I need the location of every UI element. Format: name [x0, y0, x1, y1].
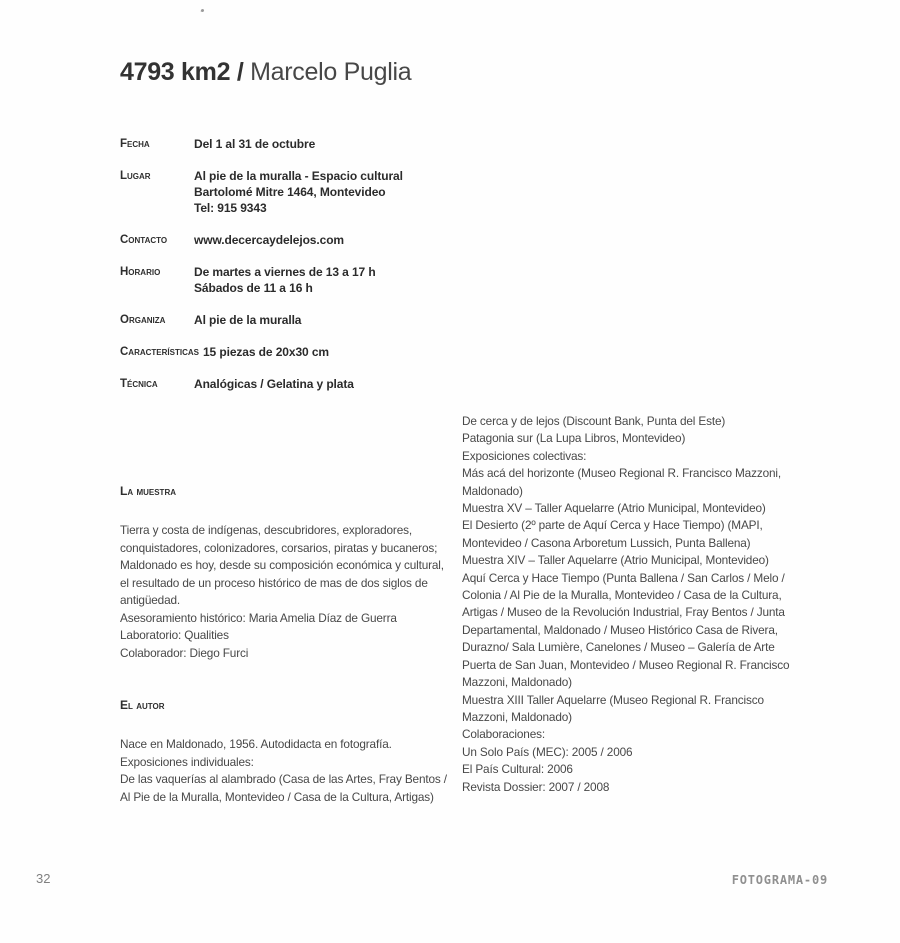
text-line: Exposiciones colectivas: — [462, 448, 587, 463]
text-line: Maldonado) — [462, 483, 523, 498]
metadata-value-line: Al pie de la muralla — [194, 313, 302, 327]
text-line: Revista Dossier: 2007 / 2008 — [462, 779, 610, 794]
metadata-value-tecnica — [194, 376, 550, 392]
text-line: El Desierto (2º parte de Aquí Cerca y Hace Tiempo) (MAPI, — [462, 518, 763, 533]
metadata-value-line: Tel: 915 9343 — [194, 201, 267, 215]
text-line: El País Cultural: 2006 — [462, 762, 573, 777]
brand-logo: FOTOGRAMA-09 — [731, 873, 828, 887]
text-line: Artigas / Museo de la Revolución Industrial, Fray Bentos / Junta — [462, 605, 785, 620]
metadata-label-organiza: Organiza — [120, 314, 166, 326]
text-line: Maldonado es hoy, desde su composición económica y cultural, — [120, 558, 444, 572]
text-line: Montevideo / Casona Arboretum Lussich, Punta Ballena) — [462, 535, 751, 550]
title-exhibition-name: 4793 km2 / — [120, 58, 244, 86]
text-line: Colonia / Al Pie de la Muralla, Montevideo / Casa de la Cultura, — [462, 588, 782, 603]
text-line: Mazzoni, Maldonado) — [462, 709, 572, 724]
metadata-list — [120, 136, 550, 408]
text-line: Laboratorio: Qualities — [120, 628, 229, 642]
text-line: Puerta de San Juan, Montevideo / Museo Regional R. Francisco — [462, 657, 790, 672]
metadata-row-fecha — [120, 136, 550, 152]
text-line: antigüedad. — [120, 593, 181, 607]
section-el-autor — [120, 698, 465, 806]
text-line: Durazno/ Sala Lumière, Canelones / Museo – Galería de Arte — [462, 640, 775, 655]
metadata-value-contacto — [194, 232, 550, 248]
text-line: Muestra XV – Taller Aquelarre (Atrio Municipal, Montevideo) — [462, 501, 766, 516]
metadata-value-line: 15 piezas de 20x30 cm — [202, 345, 329, 359]
metadata-row-horario — [120, 264, 550, 296]
metadata-value-line: De martes a viernes de 13 a 17 h — [194, 265, 376, 279]
text-line: Colaborador: Diego Furci — [120, 645, 249, 660]
page-number: 32 — [36, 871, 51, 886]
text-line: Muestra XIV – Taller Aquelarre (Atrio Municipal, Montevideo) — [462, 553, 769, 568]
text-line: De las vaquerías al alambrado (Casa de las Artes, Fray Bentos / — [120, 772, 447, 786]
metadata-value-line: Analógicas / Gelatina y plata — [194, 377, 354, 391]
scan-speck — [201, 9, 205, 13]
text-line: Mazzoni, Maldonado) — [462, 675, 572, 690]
section-body-el-autor — [120, 736, 465, 806]
metadata-website-text: www.decercaydelejos.com — [194, 233, 344, 247]
metadata-label-contacto: Contacto — [120, 234, 168, 246]
metadata-value-line: Del 1 al 31 de octubre — [194, 137, 316, 151]
text-line: Asesoramiento histórico: Maria Amelia Díaz de Guerra — [120, 610, 397, 625]
text-line: Departamental, Maldonado / Museo Histórico Casa de Rivera, — [462, 622, 778, 637]
metadata-value-caracteristicas — [203, 344, 550, 360]
title-artist-name: Marcelo Puglia — [250, 58, 412, 86]
metadata-row-caracteristicas — [120, 344, 550, 360]
text-line: Aquí Cerca y Hace Tiempo (Punta Ballena / San Carlos / Melo / — [462, 570, 785, 585]
metadata-label-horario: Horario — [120, 266, 161, 278]
metadata-value-horario — [194, 264, 550, 296]
text-line: Al Pie de la Muralla, Montevideo / Casa de la Cultura, Artigas) — [120, 789, 434, 804]
page-title — [120, 57, 411, 87]
right-column-exhibition-list — [462, 413, 822, 796]
metadata-row-contacto — [120, 232, 550, 248]
text-line: De cerca y de lejos (Discount Bank, Punta del Este) — [462, 414, 726, 428]
metadata-row-lugar — [120, 168, 550, 216]
section-heading-la-muestra: La muestra — [120, 484, 176, 498]
metadata-label-tecnica: Técnica — [120, 378, 158, 390]
metadata-value-line: Sábados de 11 a 16 h — [194, 281, 313, 295]
text-line: Muestra XIII Taller Aquelarre (Museo Regional R. Francisco — [462, 692, 764, 707]
metadata-label-lugar: Lugar — [120, 170, 151, 182]
metadata-value-line: Bartolomé Mitre 1464, Montevideo — [194, 185, 386, 199]
text-line: Un Solo País (MEC): 2005 / 2006 — [462, 744, 633, 759]
text-line: el resultado de un proceso histórico de mas de dos siglos de — [120, 575, 428, 590]
text-line: Exposiciones individuales: — [120, 754, 254, 769]
metadata-value-lugar — [194, 168, 550, 216]
section-body-la-muestra — [120, 522, 465, 662]
metadata-value-line: Al pie de la muralla - Espacio cultural — [194, 169, 403, 183]
text-line: Patagonia sur (La Lupa Libros, Montevideo) — [462, 431, 686, 446]
section-la-muestra — [120, 484, 465, 662]
text-line: Tierra y costa de indígenas, descubridores, exploradores, — [120, 523, 412, 537]
metadata-row-organiza — [120, 312, 550, 328]
text-line: Nace en Maldonado, 1956. Autodidacta en fotografía. — [120, 737, 392, 751]
text-line: conquistadores, colonizadores, corsarios, piratas y bucaneros; — [120, 540, 438, 555]
metadata-row-tecnica — [120, 376, 550, 392]
metadata-value-organiza — [194, 312, 550, 328]
text-line: Más acá del horizonte (Museo Regional R. Francisco Mazzoni, — [462, 466, 781, 481]
metadata-label-fecha: Fecha — [120, 138, 150, 150]
section-heading-el-autor: El autor — [120, 698, 165, 712]
metadata-label-caracteristicas: Características — [120, 346, 199, 358]
text-line: Colaboraciones: — [462, 727, 546, 742]
metadata-value-fecha — [194, 136, 550, 152]
